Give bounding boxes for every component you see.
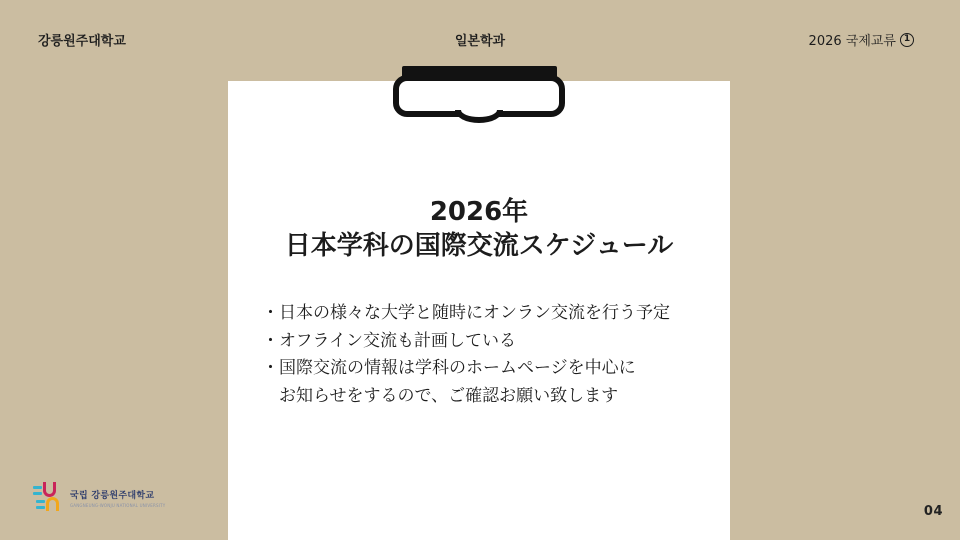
- logo-dash-icon: [36, 500, 45, 503]
- logo-dash-icon: [36, 506, 45, 509]
- bullet-marker: ・: [262, 303, 279, 323]
- header-university-name: 강릉원주대학교: [38, 34, 126, 49]
- title-line-1: 2026年: [429, 197, 529, 227]
- logo-n-shape-icon: [46, 497, 59, 511]
- university-logo: [33, 482, 165, 512]
- page-number: 04: [923, 504, 943, 519]
- content-card: [228, 81, 730, 540]
- header-department-name: 일본학과: [454, 34, 506, 49]
- logo-u-shape-icon: [43, 482, 56, 497]
- bullet-text: 国際交流の情報は学科のホームページを中心に: [279, 358, 636, 378]
- logo-dash-icon: [33, 486, 42, 489]
- list-item: [262, 355, 702, 383]
- list-item: [262, 300, 702, 328]
- logo-korean-name: 국립 강릉원주대학교: [70, 491, 155, 501]
- logo-dash-icon: [33, 492, 42, 495]
- bullet-text: オフライン交流も計画している: [279, 330, 516, 351]
- clipboard-clip-bar: [402, 66, 557, 80]
- bullet-list: [262, 300, 702, 410]
- title-line-2: 日本学科の国際交流スケジュール: [284, 231, 674, 261]
- list-item: [262, 328, 702, 356]
- header-topic: [809, 30, 914, 49]
- bullet-text: 日本の様々な大学と随時にオンラン交流を行う予定: [279, 303, 670, 323]
- bullet-marker: ・: [262, 358, 279, 378]
- bullet-text: お知らせをするので、ご確認お願い致します: [279, 385, 619, 406]
- university-logo-mark: [33, 482, 61, 512]
- circled-number-badge: 1: [900, 33, 914, 47]
- bullet-marker: ・: [262, 330, 279, 351]
- card-title: [228, 195, 730, 263]
- bullet-marker-empty: [262, 383, 279, 411]
- logo-english-name: GANGNEUNG-WONJU NATIONAL UNIVERSITY: [70, 502, 166, 508]
- list-item-continuation: [262, 383, 702, 411]
- logo-text: [70, 482, 165, 512]
- header-topic-label: 2026 국제교류: [808, 34, 896, 49]
